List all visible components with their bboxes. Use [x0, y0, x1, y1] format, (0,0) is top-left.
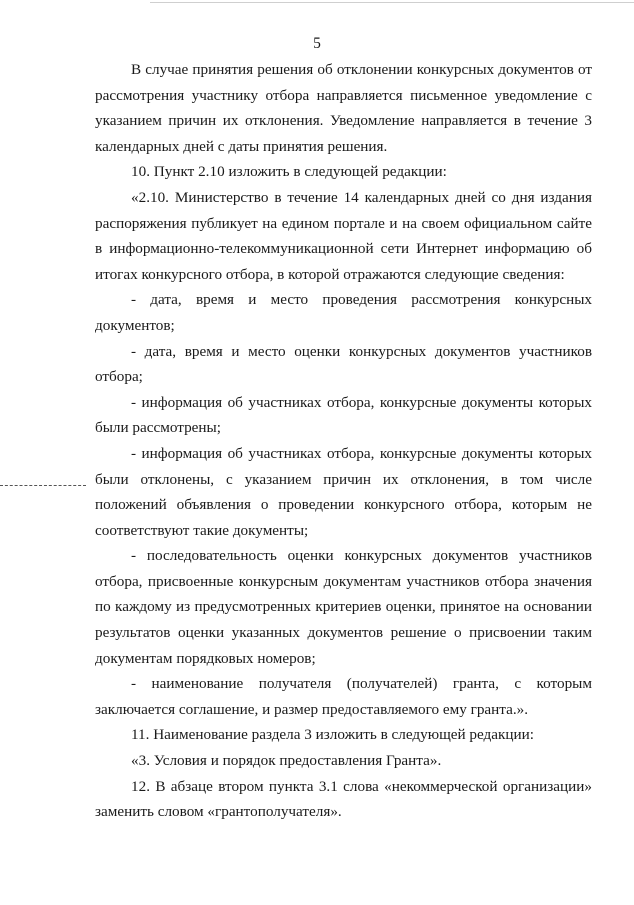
- margin-dash-mark: [0, 485, 86, 486]
- list-item-evaluation-date: - дата, время и место оценки конкурсных документов участников отбора;: [95, 342, 592, 386]
- list-item-grant-recipient: - наименование получателя (получателей) гранта, с которым заключается соглашение, и размер предоставляемого ему гранта.».: [95, 675, 592, 718]
- list-item-rejected-participants: - информация об участниках отбора, конкурсные документы которых были отклонены, с указанием причин их отклонения, в том числе положений объявления о проведении конкурсного отбора, которым не соответствуют такие документы;: [95, 444, 592, 539]
- list-item-review-date: - дата, время и место проведения рассмотрения конкурсных документов;: [95, 291, 592, 334]
- top-scan-rule: [150, 2, 634, 3]
- document-body: [95, 57, 592, 825]
- paragraph-clause-2-10: «2.10. Министерство в течение 14 календарных дней со дня издания распоряжения публикует на едином портале и на своем официальном сайте в информационно-телекоммуникационной сети Интернет информацию об итогах конкурсного отбора, в которой отражаются следующие сведения:: [95, 188, 592, 283]
- list-item-evaluation-sequence: - последовательность оценки конкурсных документов участников отбора, присвоенные конкурсным документам участников отбора значения по каждому из предусмотренных критериев оценки, принятое на основании результатов оценки указанных документов решение о присвоении таким документам порядковых номеров;: [95, 547, 592, 667]
- page-number: 5: [313, 35, 321, 52]
- paragraph-item-11: 11. Наименование раздела 3 изложить в следующей редакции:: [131, 726, 535, 744]
- list-item-reviewed-participants: - информация об участниках отбора, конкурсные документы которых были рассмотрены;: [95, 393, 592, 437]
- paragraph-rejection-notice: В случае принятия решения об отклонении конкурсных документов от рассмотрения участнику отбора направляется письменное уведомление с указанием причин их отклонения. Уведомление направляется в течение 3 календарных дней с даты принятия решения.: [95, 61, 592, 155]
- paragraph-item-12: 12. В абзаце втором пункта 3.1 слова «некоммерческой организации» заменить словом «грантополучателя».: [95, 777, 592, 821]
- paragraph-section-3-title: «3. Условия и порядок предоставления Гранта».: [131, 752, 442, 770]
- paragraph-item-10: 10. Пункт 2.10 изложить в следующей редакции:: [131, 163, 447, 181]
